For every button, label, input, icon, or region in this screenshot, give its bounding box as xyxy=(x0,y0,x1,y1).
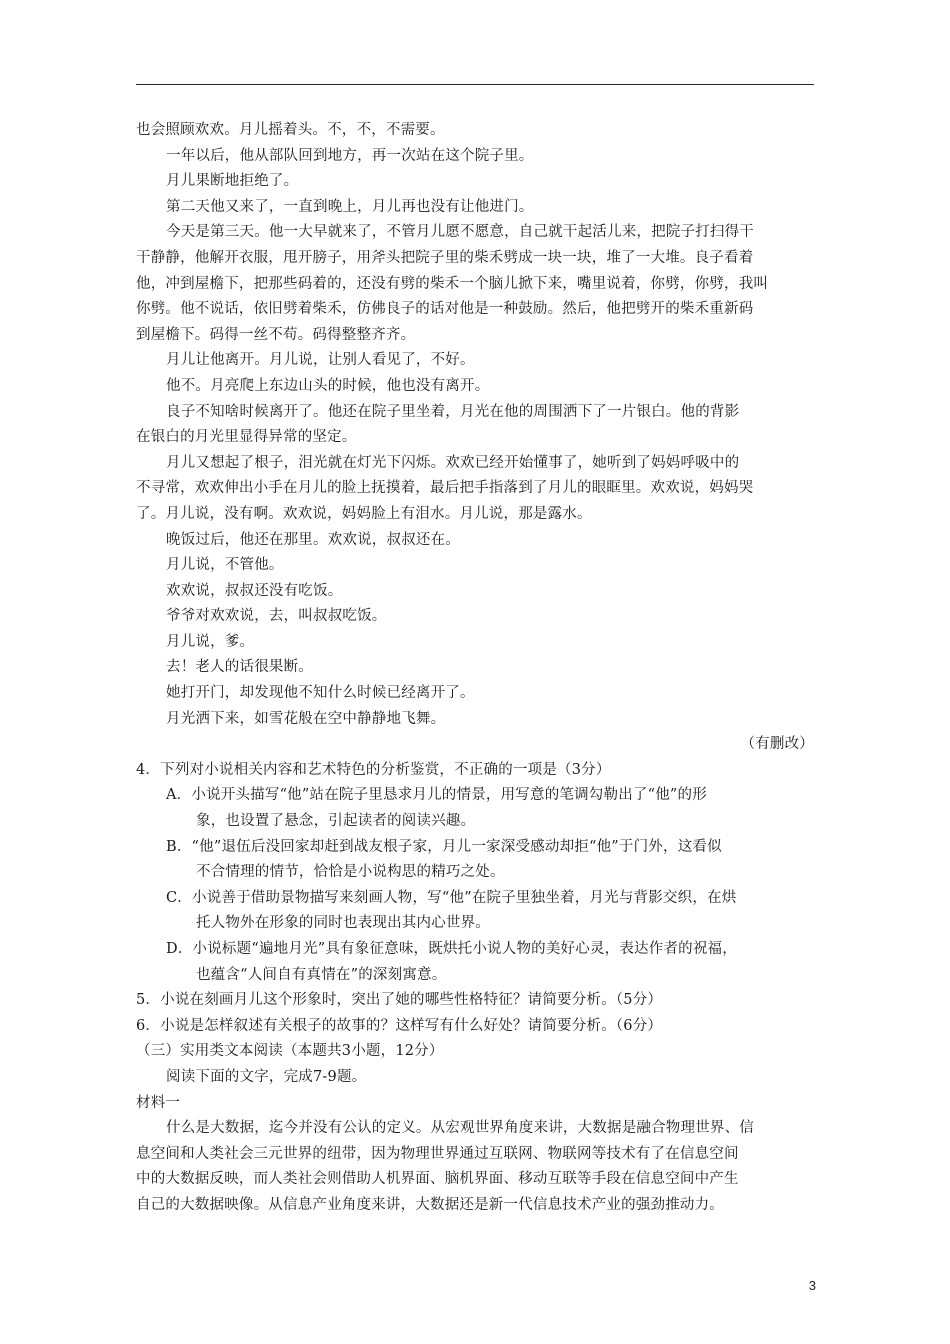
source-note: （有删改） xyxy=(740,736,814,753)
question-4-stem: 4．下列对小说相关内容和艺术特色的分析鉴赏，不正确的一项是（3分） xyxy=(136,761,611,778)
story-line: 去！老人的话很果断。 xyxy=(166,659,313,676)
option-line: 象，也设置了悬念，引起读者的阅读兴趣。 xyxy=(196,813,476,830)
question-4-option xyxy=(136,937,814,988)
question-4-option xyxy=(136,835,814,886)
option-line: 不合情理的情节，恰恰是小说构思的精巧之处。 xyxy=(196,864,505,881)
story-line: 月儿又想起了根子，泪光就在灯光下闪烁。欢欢已经开始懂事了，她听到了妈妈呼吸中的 xyxy=(166,454,740,471)
section-3-instruction: 阅读下面的文字，完成7-9题。 xyxy=(166,1068,367,1085)
page-number: 3 xyxy=(808,1278,816,1293)
story-line: 良子不知啥时候离开了。他还在院子里坐着，月光在他的周围洒下了一片银白。他的背影 xyxy=(166,403,740,420)
material-label: 材料一 xyxy=(136,1094,181,1111)
section-3-heading: （三）实用类文本阅读（本题共3小题，12分） xyxy=(136,1043,444,1060)
question-4-option xyxy=(136,783,814,834)
story-line: 你劈。他不说话，依旧劈着柴禾，仿佛良子的话对他是一种鼓励。然后，他把劈开的柴禾重新码 xyxy=(136,301,754,318)
story-line: 欢欢说，叔叔还没有吃饭。 xyxy=(166,582,343,599)
story-line: 他，冲到屋檐下，把那些码着的，还没有劈的柴禾一个脑儿掀下来，嘴里说着，你劈，你劈，我叫 xyxy=(136,275,769,292)
option-line: B．“他”退伍后没回家却赶到战友根子家，月儿一家深受感动却拒“他”于门外，这看似 xyxy=(166,838,722,855)
story-line: 干静静，他解开衣服，甩开膀子，用斧头把院子里的柴禾劈成一块一块，堆了一大堆。良子看着 xyxy=(136,249,754,266)
page-content xyxy=(136,118,814,1219)
option-line: 托人物外在形象的同时也表现出其内心世界。 xyxy=(196,915,490,932)
option-line: A．小说开头描写“他”站在院子里恳求月儿的情景，用写意的笔调勾勒出了“他”的形 xyxy=(166,787,707,804)
option-line: 也蕴含“人间自有真情在”的深刻寓意。 xyxy=(196,966,447,983)
option-line: D．小说标题“遍地月光”具有象征意味，既烘托小说人物的美好心灵，表达作者的祝福， xyxy=(166,941,737,957)
story-text xyxy=(136,118,814,732)
material-line: 自己的大数据映像。从信息产业角度来讲，大数据还是新一代信息技术产业的强劲推动力。 xyxy=(136,1196,724,1213)
story-line: 今天是第三天。他一大早就来了，不管月儿愿不愿意，自己就干起活儿来，把院子打扫得干 xyxy=(166,224,754,241)
section-3 xyxy=(136,1039,814,1218)
story-line: 月儿说，爹。 xyxy=(166,633,255,650)
story-line: 他不。月亮爬上东边山头的时候，他也没有离开。 xyxy=(166,377,490,394)
question-5: 5．小说在刻画月儿这个形象时，突出了她的哪些性格特征？请简要分析。（5分） xyxy=(136,992,663,1009)
question-6: 6．小说是怎样叙述有关根子的故事的？这样写有什么好处？请简要分析。（6分） xyxy=(136,1017,663,1034)
question-4-options xyxy=(136,783,814,988)
material-paragraph xyxy=(136,1116,814,1218)
story-line: 了。月儿说，没有啊。欢欢说，妈妈脸上有泪水。月儿说，那是露水。 xyxy=(136,505,592,522)
story-line: 她打开门，却发现他不知什么时候已经离开了。 xyxy=(166,685,475,702)
material-line: 息空间和人类社会三元世界的纽带，因为物理世界通过互联网、物联网等技术有了在信息空间 xyxy=(136,1145,739,1162)
story-line: 月儿让他离开。月儿说，让别人看见了，不好。 xyxy=(166,352,475,369)
story-line: 也会照顾欢欢。月儿摇着头。不，不，不需要。 xyxy=(136,122,445,138)
story-line: 晚饭过后，他还在那里。欢欢说，叔叔还在。 xyxy=(166,531,460,548)
story-line: 月光洒下来，如雪花般在空中静静地飞舞。 xyxy=(166,710,446,727)
story-line: 月儿说，不管他。 xyxy=(166,557,284,574)
story-line: 一年以后，他从部队回到地方，再一次站在这个院子里。 xyxy=(166,147,534,164)
material-line: 中的大数据反映，而人类社会则借助人机界面、脑机界面、移动互联等手段在信息空间中产生 xyxy=(136,1171,739,1188)
story-line: 爷爷对欢欢说，去，叫叔叔吃饭。 xyxy=(166,608,387,625)
question-4-option xyxy=(136,886,814,937)
story-line: 第二天他又来了，一直到晚上，月儿再也没有让他进门。 xyxy=(166,198,534,215)
story-line: 月儿果断地拒绝了。 xyxy=(166,173,299,190)
question-4 xyxy=(136,758,814,988)
story-line: 在银白的月光里显得异常的坚定。 xyxy=(136,429,357,446)
option-line: C．小说善于借助景物描写来刻画人物，写“他”在院子里独坐着，月光与背影交织，在烘 xyxy=(166,889,737,906)
material-line: 什么是大数据，迄今并没有公认的定义。从宏观世界角度来讲，大数据是融合物理世界、信 xyxy=(166,1120,754,1137)
header-rule xyxy=(136,84,814,85)
story-line: 不寻常，欢欢伸出小手在月儿的脸上抚摸着，最后把手指落到了月儿的眼眶里。欢欢说，妈妈哭 xyxy=(136,480,754,497)
story-line: 到屋檐下。码得一丝不苟。码得整整齐齐。 xyxy=(136,326,416,343)
